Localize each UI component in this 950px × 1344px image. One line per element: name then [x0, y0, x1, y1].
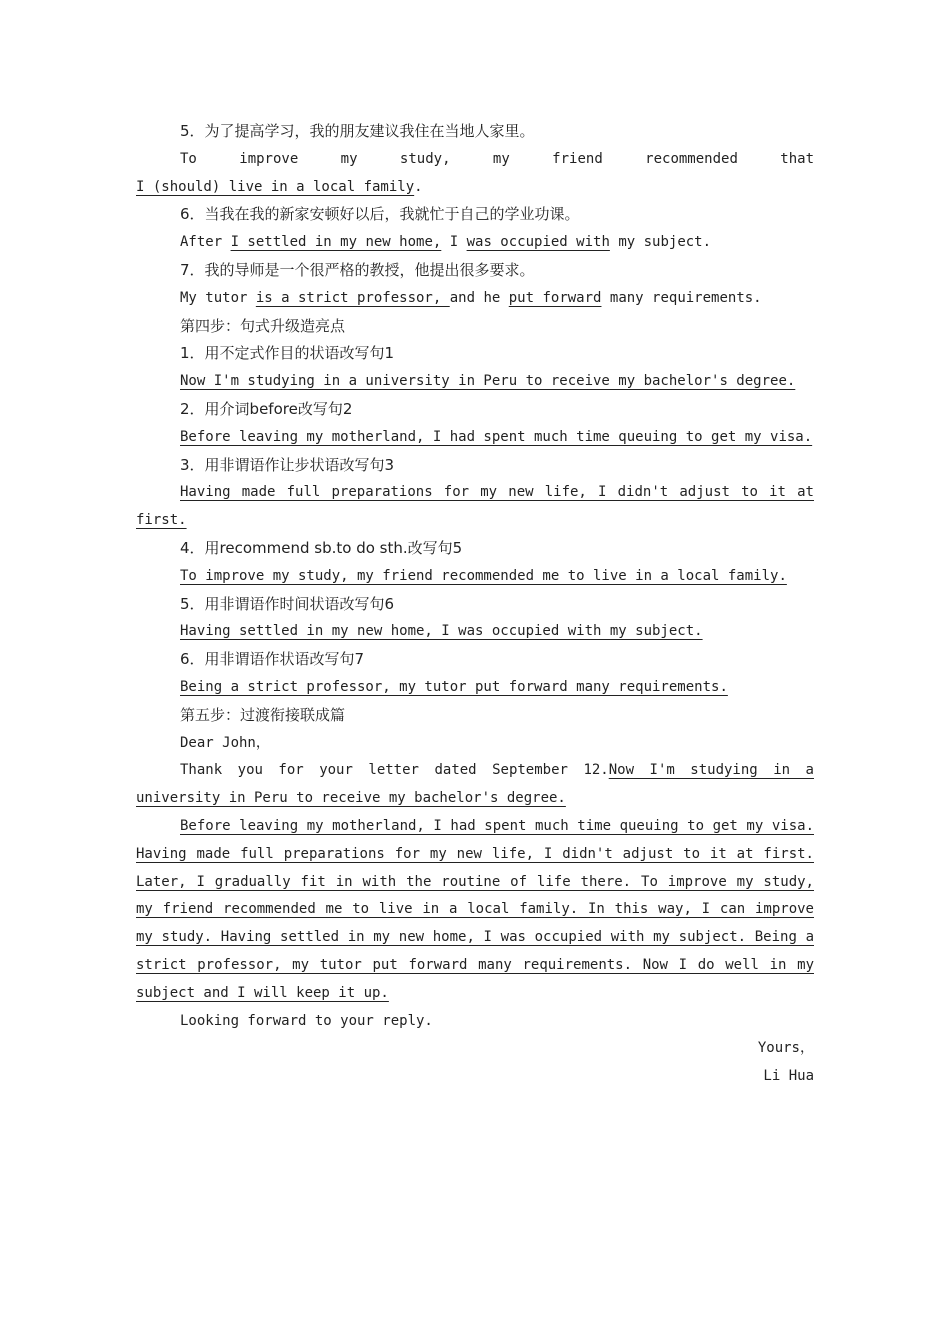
- upgrade-1-text: Now I'm studying in a university in Peru to receive my bachelor's degree.: [180, 373, 796, 390]
- letter-signoff: Yours，: [757, 1040, 814, 1057]
- upgrade-2-label: 2．用介词before改写句2: [180, 399, 353, 418]
- document-page: [136, 118, 814, 1091]
- upgrade-3-answer: [136, 479, 814, 535]
- sentence-7-english: [136, 285, 814, 313]
- upgrade-6-answer: [136, 674, 814, 702]
- sentence-7-answer-1: is a strict professor,: [255, 289, 450, 306]
- upgrade-2-text: Before leaving my motherland, I had spent much time queuing to get my visa.: [180, 428, 813, 445]
- step-5-title: 第五步：过渡衔接联成篇: [180, 705, 346, 724]
- sentence-5-period: .: [414, 178, 423, 195]
- letter-greeting: Dear John，: [180, 734, 270, 751]
- sentence-7-pre: My tutor: [180, 289, 256, 306]
- sentence-7-mid: and he: [449, 289, 509, 306]
- upgrade-3-label: 3．用非谓语作让步状语改写句3: [180, 455, 395, 474]
- sentence-6-english: [136, 229, 814, 257]
- sentence-5-english: [136, 146, 814, 174]
- sentence-5-english-cont: [136, 174, 814, 202]
- upgrade-5-text: Having settled in my new home, I was occupied with my subject.: [180, 623, 703, 640]
- letter-paragraph-1: [136, 757, 814, 813]
- upgrade-3-text: Having made full preparations for my new life, I didn't adjust to it at first.: [136, 484, 814, 529]
- sentence-5-answer: I (should) live in a local family: [136, 178, 415, 195]
- upgrade-5-label: 5．用非谓语作时间状语改写句6: [180, 594, 395, 613]
- letter-paragraph-2: [136, 813, 814, 1008]
- upgrade-4-answer: [136, 563, 814, 591]
- upgrade-4-label: 4．用recommend sb.to do sth.改写句5: [180, 538, 463, 557]
- sentence-6-answer-2: was occupied with: [466, 234, 610, 251]
- sentence-6-end: my subject.: [609, 234, 712, 251]
- sentence-6-chinese: 6．当我在我的新家安顿好以后，我就忙于自己的学业功课。: [180, 205, 580, 224]
- sentence-6-pre: After: [180, 234, 231, 251]
- upgrade-2-answer: [136, 424, 814, 452]
- sentence-7-answer-2: put forward: [508, 289, 602, 306]
- step-4-title: 第四步：句式升级造亮点: [180, 316, 346, 335]
- letter-opening: Thank you for your letter dated September 12.: [180, 762, 609, 779]
- sentence-5-english-text: To improve my study, my friend recommended that: [180, 150, 814, 167]
- upgrade-6-text: Being a strict professor, my tutor put forward many requirements.: [180, 678, 728, 695]
- upgrade-4-text: To improve my study, my friend recommended me to live in a local family.: [180, 567, 787, 584]
- upgrade-1-answer: [136, 368, 814, 396]
- sentence-6-mid: I: [441, 234, 467, 251]
- sentence-6-answer-1: I settled in my new home,: [230, 234, 442, 251]
- upgrade-1-label: 1．用不定式作目的状语改写句1: [180, 344, 395, 363]
- upgrade-6-label: 6．用非谓语作状语改写句7: [180, 650, 365, 669]
- sentence-5-chinese: 5．为了提高学习，我的朋友建议我住在当地人家里。: [180, 122, 535, 140]
- letter-body-answer: Before leaving my motherland, I had spent much time queuing to get my visa. Having made full preparations for my new life, I didn't adjust to it at first. Later, I gradually fit in with the routine of life there. To improve my study, my friend recommended me to live in a local family. In this way, I can improve my study. Having settled in my new home, I was occupied with my subject. Being a strict professor, my tutor put forward many requirements. Now I do well in my subject and I will keep it up.: [136, 817, 814, 1001]
- letter-opening-answer: Now I'm studying in a university in Peru to receive my bachelor's degree.: [136, 762, 814, 807]
- sentence-7-chinese: 7．我的导师是一个很严格的教授，他提出很多要求。: [180, 260, 535, 279]
- letter-signature: Li Hua: [763, 1068, 814, 1085]
- sentence-7-end: many requirements.: [601, 289, 762, 306]
- letter-closing: Looking forward to your reply.: [180, 1012, 433, 1029]
- upgrade-5-answer: [136, 618, 814, 646]
